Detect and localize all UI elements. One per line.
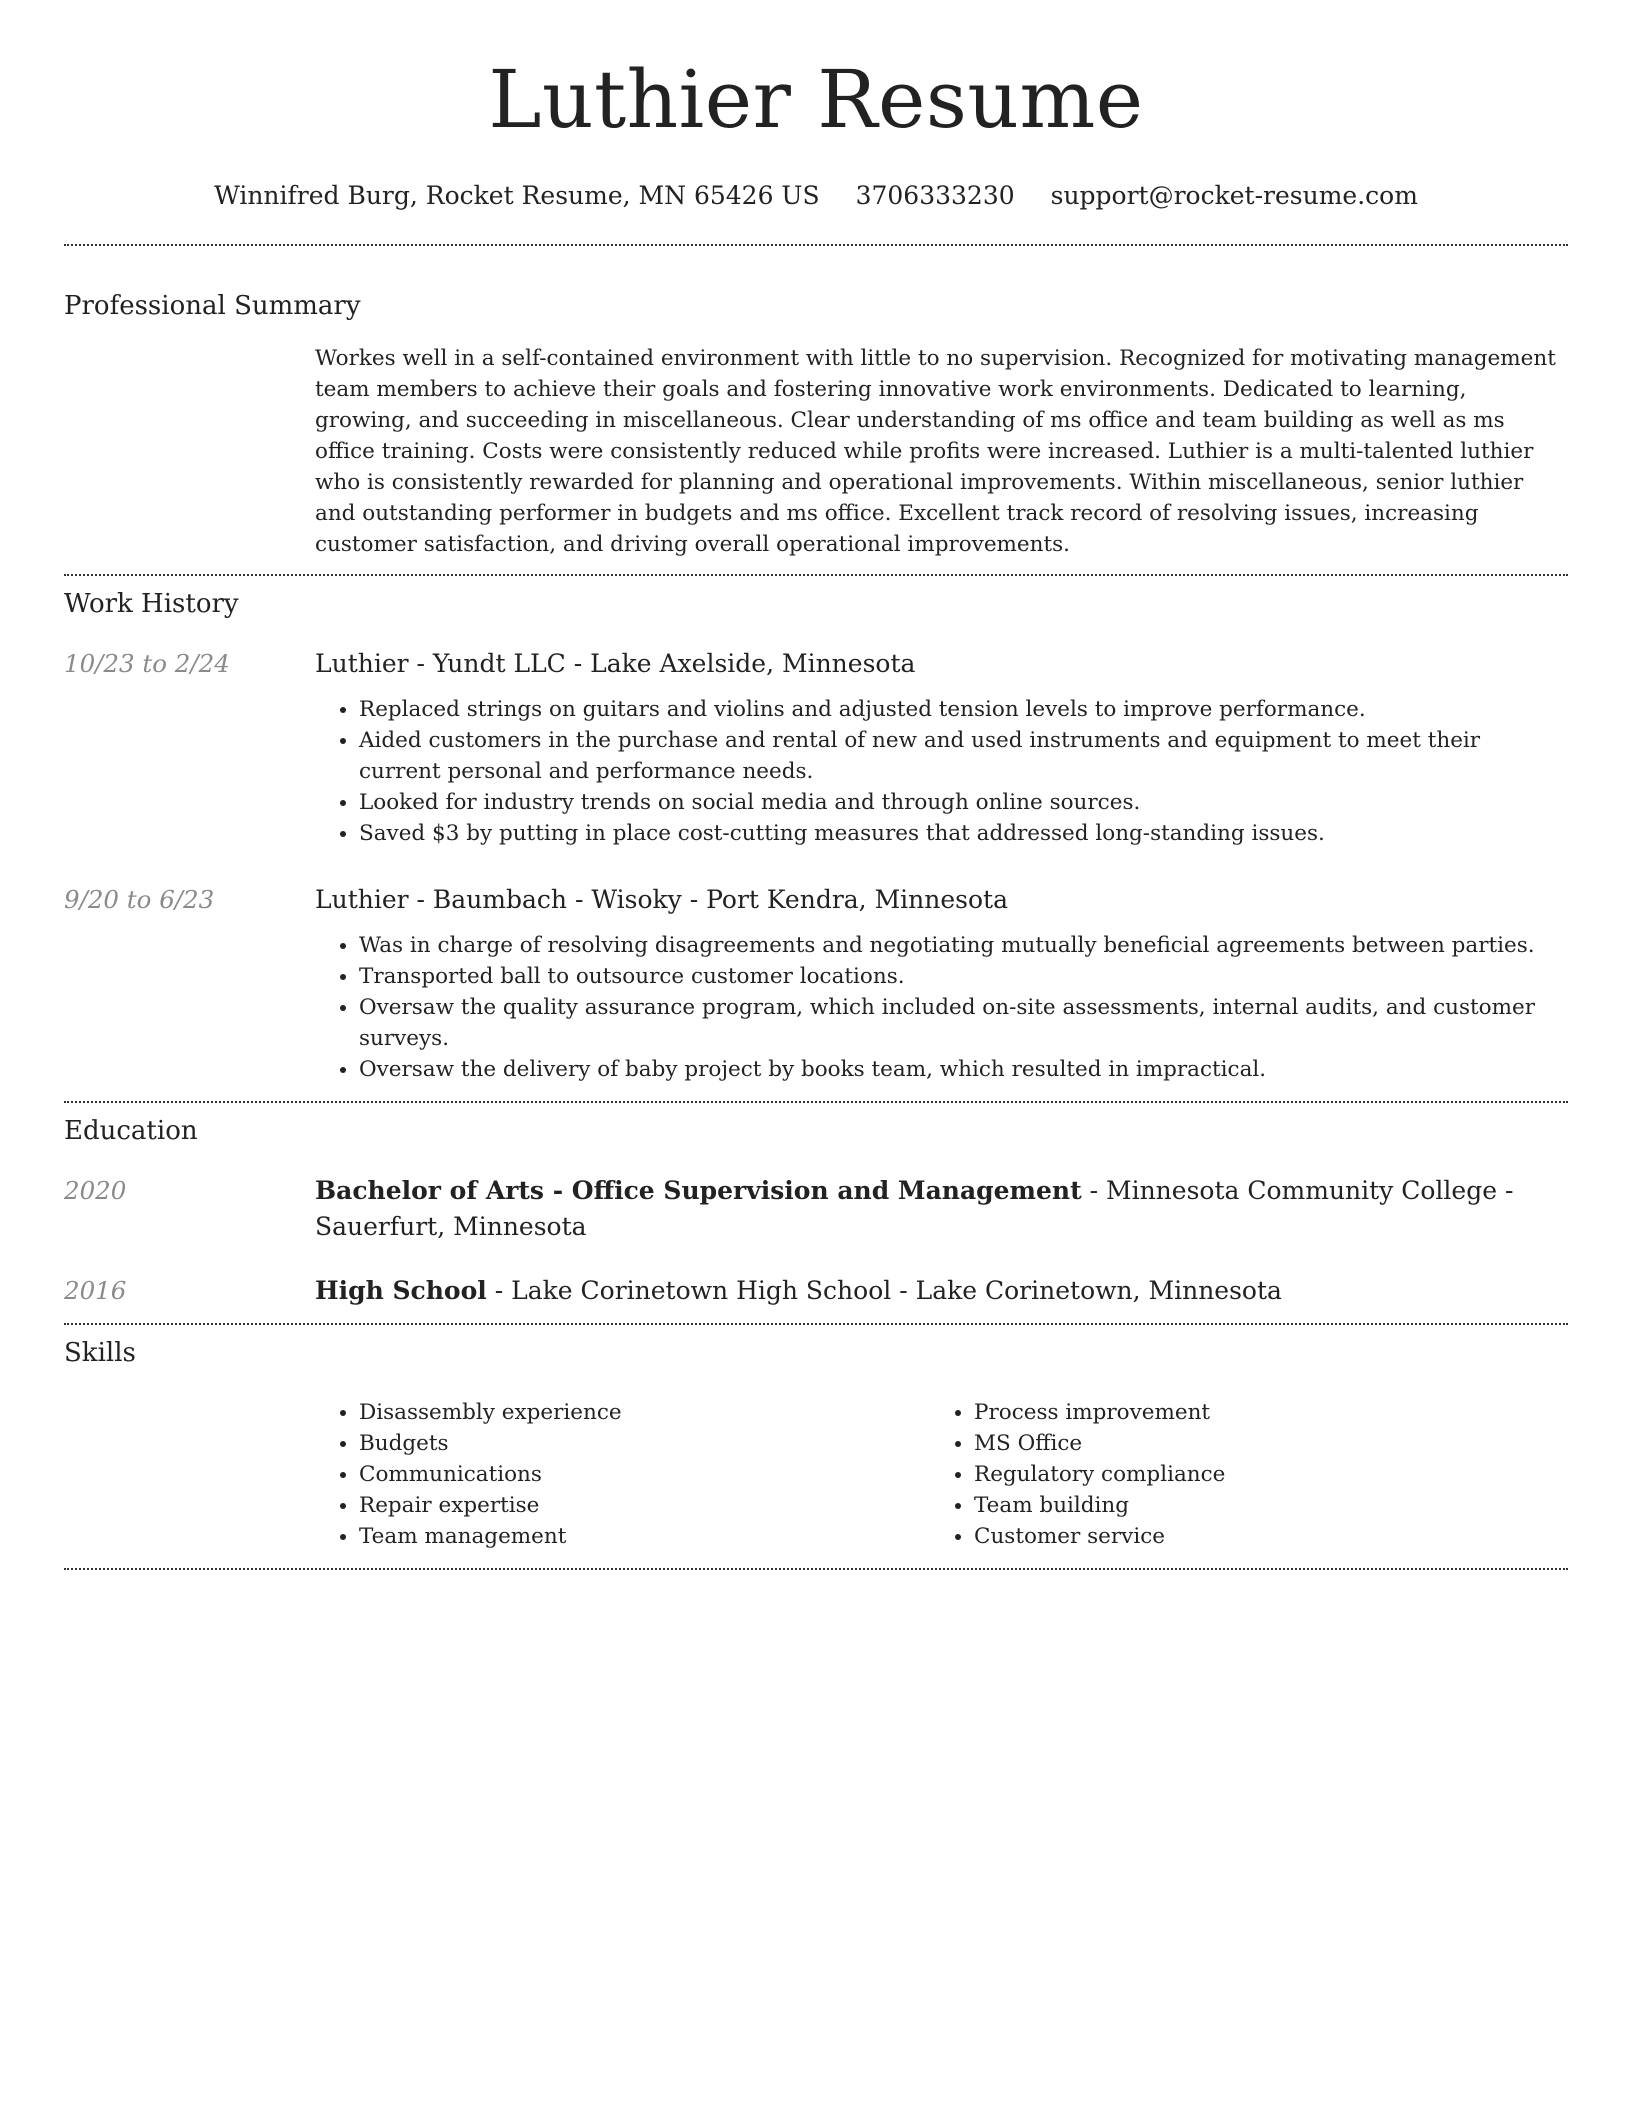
skill-item: • Customer service <box>974 1521 1545 1552</box>
section-title-summary: Professional Summary <box>64 291 361 321</box>
education-entry <box>64 1173 1568 1245</box>
job-bullet: • Saved $3 by putting in place cost-cutting measures that addressed long-standing issues. <box>359 818 1568 849</box>
job-dates: 9/20 to 6/23 <box>64 885 215 914</box>
education-year: 2020 <box>64 1176 127 1205</box>
divider <box>64 1323 1568 1325</box>
divider <box>64 244 1568 246</box>
summary-text: Workes well in a self-contained environment with little to no supervision. Recognized for motivating management team members to achieve their goals and fostering innovative work environments. Dedicated to learning, growing, and succeeding in miscellaneous. Clear understanding of ms office and team building as well as ms office training. Costs were consistently reduced while profits were increased. Luthier is a multi-talented luthier who is consistently rewarded for planning and operational improvements. Within miscellaneous, senior luthier and outstanding performer in budgets and ms office. Excellent track record of resolving issues, increasing customer satisfaction, and driving overall operational improvements. <box>315 346 1556 557</box>
education-degree: Bachelor of Arts - Office Supervision and Management <box>315 1176 1082 1205</box>
education-entry <box>64 1273 1568 1309</box>
education-heading <box>315 1173 1568 1245</box>
skill-item: • Repair expertise <box>359 1490 930 1521</box>
resume-page <box>64 0 1568 1570</box>
education-school: - Minnesota Community College - Sauerfurt, Minnesota <box>315 1176 1514 1241</box>
job-dates: 10/23 to 2/24 <box>64 649 230 678</box>
skill-item: • Regulatory compliance <box>974 1459 1545 1490</box>
divider <box>64 574 1568 576</box>
skill-item: • Team building <box>974 1490 1545 1521</box>
divider <box>64 1101 1568 1103</box>
education-degree: High School <box>315 1276 487 1305</box>
job-heading: Luthier - Baumbach - Wisoky - Port Kendra, Minnesota <box>315 885 1008 914</box>
job-bullet: • Was in charge of resolving disagreements and negotiating mutually beneficial agreements between parties. <box>359 930 1568 961</box>
skill-item: • Budgets <box>359 1428 930 1459</box>
contact-email: support@rocket-resume.com <box>1050 181 1418 210</box>
education-heading <box>315 1273 1568 1309</box>
job-bullet: • Replaced strings on guitars and violins and adjusted tension levels to improve performance. <box>359 694 1568 725</box>
skill-item: • Team management <box>359 1521 930 1552</box>
skills-column-right <box>930 1397 1545 1552</box>
job-bullet: • Aided customers in the purchase and rental of new and used instruments and equipment to meet their current personal and performance needs. <box>359 725 1568 787</box>
contact-line <box>64 178 1568 214</box>
job-entry <box>64 882 1568 918</box>
job-bullets <box>315 930 1568 1085</box>
section-title-skills: Skills <box>64 1338 136 1368</box>
skills-column-left <box>315 1397 930 1552</box>
contact-address: Winnifred Burg, Rocket Resume, MN 65426 US <box>214 181 820 210</box>
section-title-work-history: Work History <box>64 589 239 619</box>
resume-title: Luthier Resume <box>488 53 1144 146</box>
skills-grid <box>315 1397 1568 1552</box>
education-school: - Lake Corinetown High School - Lake Corinetown, Minnesota <box>486 1276 1282 1305</box>
skill-item: • Disassembly experience <box>359 1397 930 1428</box>
job-heading: Luthier - Yundt LLC - Lake Axelside, Minnesota <box>315 649 916 678</box>
job-bullet: • Transported ball to outsource customer locations. <box>359 961 1568 992</box>
skill-item: • MS Office <box>974 1428 1545 1459</box>
job-bullet: • Looked for industry trends on social media and through online sources. <box>359 787 1568 818</box>
job-bullets <box>315 694 1568 849</box>
contact-phone: 3706333230 <box>855 181 1015 210</box>
skill-item: • Process improvement <box>974 1397 1545 1428</box>
job-entry <box>64 646 1568 682</box>
job-bullet: • Oversaw the quality assurance program, which included on-site assessments, internal audits, and customer surveys. <box>359 992 1568 1054</box>
section-title-education: Education <box>64 1116 198 1146</box>
divider <box>64 1568 1568 1570</box>
skill-item: • Communications <box>359 1459 930 1490</box>
job-bullet: • Oversaw the delivery of baby project by books team, which resulted in impractical. <box>359 1054 1568 1085</box>
education-year: 2016 <box>64 1276 127 1305</box>
